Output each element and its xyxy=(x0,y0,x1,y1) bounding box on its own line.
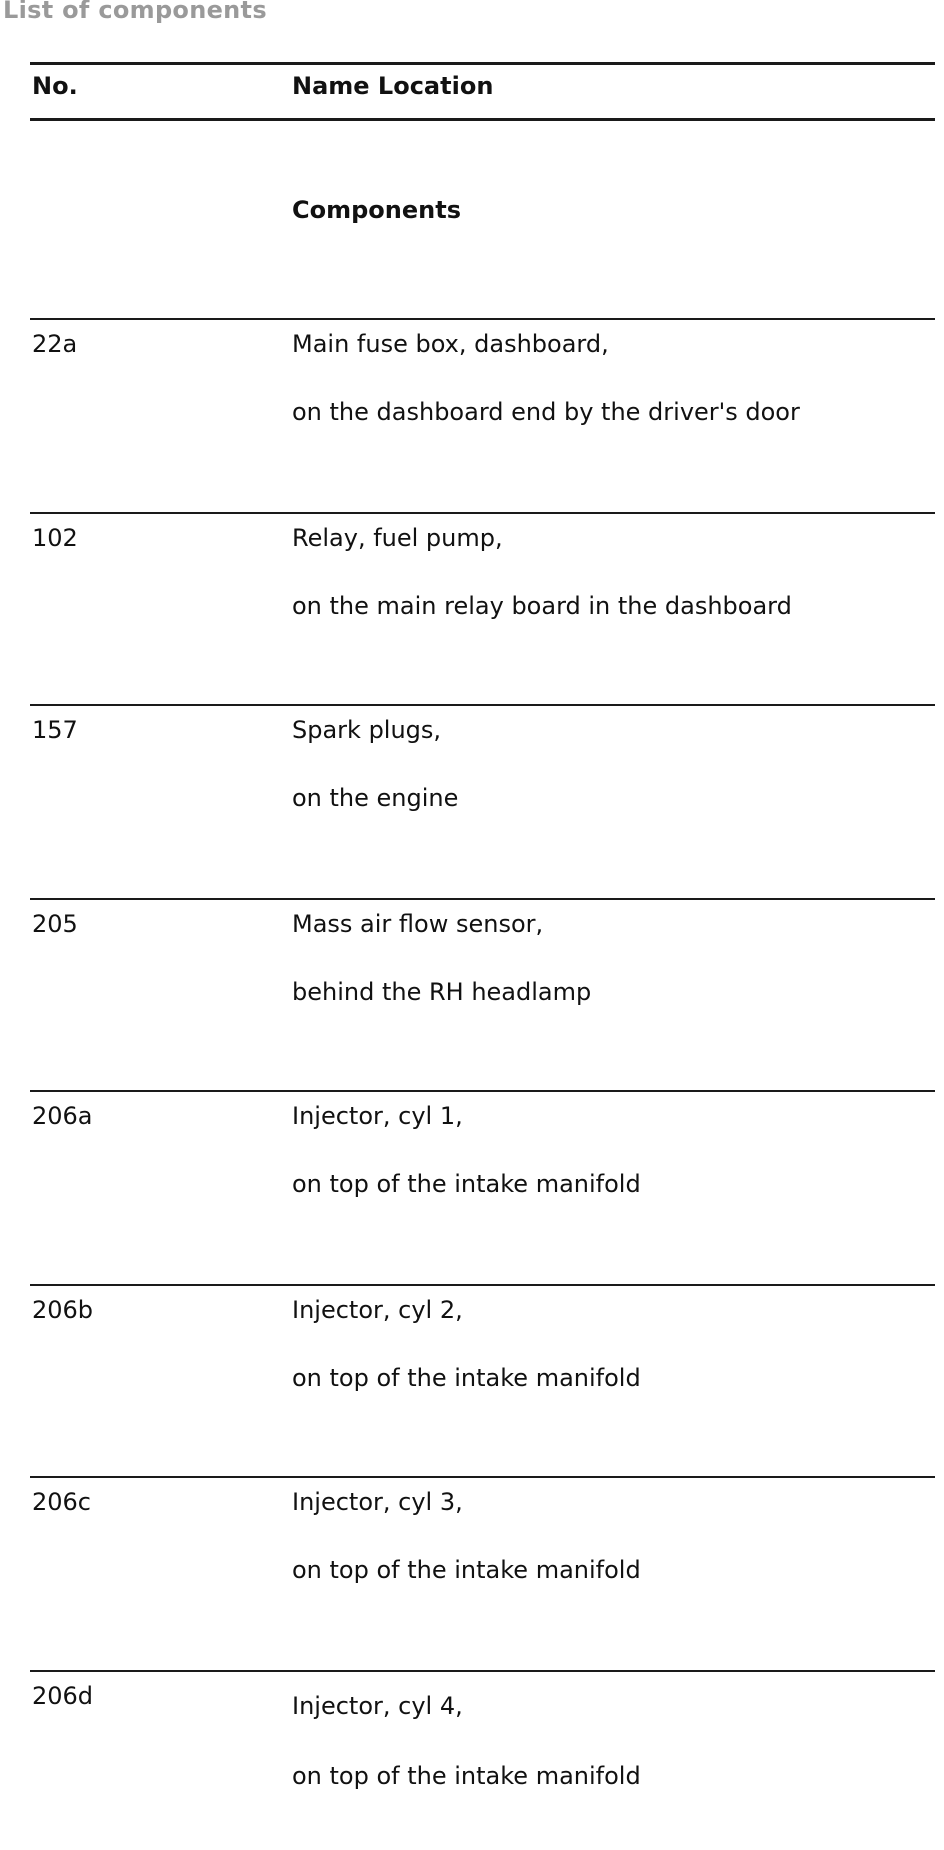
component-name: Relay, fuel pump, xyxy=(292,524,503,552)
component-location: on the engine xyxy=(292,784,459,812)
table-row xyxy=(0,318,944,498)
row-divider xyxy=(30,1284,935,1286)
row-divider xyxy=(30,1476,935,1478)
table-row xyxy=(0,1476,944,1656)
row-divider xyxy=(30,898,935,900)
table-row xyxy=(0,898,944,1078)
component-location: on the dashboard end by the driver's door xyxy=(292,398,800,426)
component-name: Mass air flow sensor, xyxy=(292,910,544,938)
column-header-name-location: Name Location xyxy=(292,72,494,100)
table-row xyxy=(0,704,944,884)
component-number: 22a xyxy=(32,330,78,358)
column-header-no: No. xyxy=(32,72,78,100)
section-title: Components xyxy=(292,196,461,224)
component-name: Injector, cyl 3, xyxy=(292,1488,463,1516)
component-number: 206b xyxy=(32,1296,94,1324)
component-location: on top of the intake manifold xyxy=(292,1364,641,1392)
row-divider xyxy=(30,318,935,320)
component-name: Main fuse box, dashboard, xyxy=(292,330,609,358)
row-divider xyxy=(30,512,935,514)
component-location: on top of the intake manifold xyxy=(292,1762,641,1790)
document-title: List of components xyxy=(3,0,267,24)
table-header-row xyxy=(0,72,944,112)
component-location: behind the RH headlamp xyxy=(292,978,592,1006)
component-name: Spark plugs, xyxy=(292,716,442,744)
component-name: Injector, cyl 2, xyxy=(292,1296,463,1324)
component-name: Injector, cyl 1, xyxy=(292,1102,463,1130)
component-location: on top of the intake manifold xyxy=(292,1170,641,1198)
component-number: 206d xyxy=(32,1682,94,1710)
component-location: on top of the intake manifold xyxy=(292,1556,641,1584)
component-number: 157 xyxy=(32,716,78,744)
row-divider xyxy=(30,1090,935,1092)
component-number: 102 xyxy=(32,524,78,552)
component-number: 206a xyxy=(32,1102,93,1130)
component-number: 206c xyxy=(32,1488,92,1516)
table-row xyxy=(0,512,944,692)
table-top-rule xyxy=(30,62,935,65)
component-location: on the main relay board in the dashboard xyxy=(292,592,792,620)
row-divider xyxy=(30,1670,935,1672)
table-row xyxy=(0,1670,944,1850)
table-row xyxy=(0,1284,944,1464)
component-name: Injector, cyl 4, xyxy=(292,1692,463,1720)
table-header-rule xyxy=(30,118,935,121)
table-row xyxy=(0,1090,944,1270)
component-number: 205 xyxy=(32,910,78,938)
row-divider xyxy=(30,704,935,706)
